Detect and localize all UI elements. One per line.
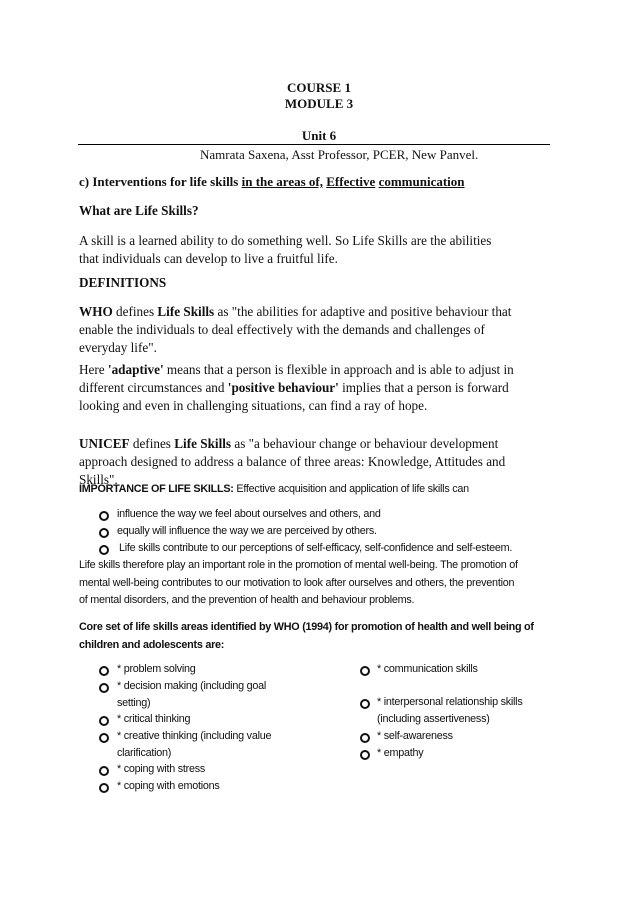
importance-bullet-1: influence the way we feel about ourselves and others, and — [117, 508, 381, 520]
core-right-item-1: * communication skills — [377, 663, 478, 675]
importance-label: IMPORTANCE OF LIFE SKILLS: — [79, 483, 234, 495]
importance-bullet-2: equally will influence the way we are perceived by others. — [117, 525, 377, 537]
what-line-1: A skill is a learned ability to do something well. So Life Skills are the abilities — [79, 233, 492, 248]
course-title: COURSE 1 — [287, 80, 351, 95]
importance-para-line-1: Life skills therefore play an important role in the promotion of mental well-being. The promotion of — [79, 559, 518, 571]
adaptive-text-2a: different circumstances and — [79, 380, 228, 395]
circle-bullet-icon — [99, 683, 109, 693]
unit-title: Unit 6 — [301, 128, 337, 143]
circle-bullet-icon — [360, 733, 370, 743]
who-life-skills: Life Skills — [157, 304, 215, 319]
circle-bullet-icon — [99, 766, 109, 776]
core-left-item-4-cont: clarification) — [117, 747, 172, 759]
core-left-item-2-cont: setting) — [117, 697, 151, 709]
core-heading-line-1: Core set of life skills areas identified by WHO (1994) for promotion of health and well being of — [79, 621, 534, 633]
what-paragraph — [79, 232, 491, 268]
module-title: MODULE 3 — [284, 96, 354, 111]
core-heading-line-2: children and adolescents are: — [79, 639, 225, 651]
topic-areas: in the areas of, — [241, 174, 323, 189]
adaptive-line-1 — [79, 361, 514, 379]
who-line-2: enable the individuals to deal effectively with the demands and challenges of — [79, 322, 485, 337]
topic-prefix: c) Interventions for life skills — [79, 174, 242, 189]
positive-behaviour-term: 'positive behaviour' — [227, 380, 339, 395]
importance-line — [79, 483, 469, 495]
what-line-2: that individuals can develop to live a fruitful life. — [79, 251, 338, 266]
circle-bullet-icon — [99, 528, 109, 538]
topic-communication: communication — [378, 174, 465, 189]
core-left-item-4: * creative thinking (including value — [117, 730, 272, 742]
who-org: WHO — [79, 304, 113, 319]
circle-bullet-icon — [99, 666, 109, 676]
topic-effective: Effective — [326, 174, 376, 189]
circle-bullet-icon — [360, 750, 370, 760]
unicef-definition — [79, 435, 505, 489]
circle-bullet-icon — [360, 666, 370, 676]
unicef-org: UNICEF — [79, 436, 130, 451]
circle-bullet-icon — [99, 783, 109, 793]
adaptive-text-a: Here — [79, 362, 108, 377]
circle-bullet-icon — [360, 699, 370, 709]
importance-para-line-2: mental well-being contributes to our motivation to look after ourselves and others, the prevention — [79, 577, 515, 589]
unicef-text-a: defines — [129, 436, 175, 451]
topic-line — [79, 174, 465, 190]
importance-bullet-3: Life skills contribute to our perceptions of self-efficacy, self-confidence and self-esteem. — [119, 542, 513, 554]
core-left-item-3: * critical thinking — [117, 713, 191, 725]
who-line-3: everyday life". — [79, 340, 157, 355]
unicef-line-3: Skills". — [79, 472, 118, 487]
definitions-heading: DEFINITIONS — [79, 275, 167, 290]
unicef-life-skills: Life Skills — [174, 436, 232, 451]
core-left-item-6: * coping with emotions — [117, 780, 220, 792]
circle-bullet-icon — [99, 716, 109, 726]
author-line: Namrata Saxena, Asst Professor, PCER, New Panvel. — [200, 147, 479, 162]
unicef-line-2: approach designed to address a balance of three areas: Knowledge, Attitudes and — [79, 454, 506, 469]
circle-bullet-icon — [99, 733, 109, 743]
unicef-text-c: as "a behaviour change or behaviour development — [231, 436, 499, 451]
adaptive-text-c: means that a person is flexible in approach and is able to adjust in — [163, 362, 514, 377]
core-right-item-4: * empathy — [377, 747, 424, 759]
adaptive-text-2c: implies that a person is forward — [338, 380, 509, 395]
core-right-item-3: * self-awareness — [377, 730, 453, 742]
header-rule — [78, 144, 550, 145]
core-left-item-5: * coping with stress — [117, 763, 206, 775]
who-line-1 — [79, 303, 511, 321]
core-left-item-2: * decision making (including goal — [117, 680, 266, 692]
who-definition — [79, 303, 511, 357]
core-left-item-1: * problem solving — [117, 663, 196, 675]
importance-text: Effective acquisition and application of life skills can — [233, 483, 469, 495]
adaptive-term: 'adaptive' — [107, 362, 164, 377]
core-right-item-2: * interpersonal relationship skills — [377, 696, 523, 708]
circle-bullet-icon — [99, 545, 109, 555]
who-text-a: defines — [112, 304, 158, 319]
adaptive-line-2 — [79, 379, 514, 397]
circle-bullet-icon — [99, 511, 109, 521]
importance-para-line-3: of mental disorders, and the prevention of health and behaviour problems. — [79, 594, 415, 606]
adaptive-line-3: looking and even in challenging situations, can find a ray of hope. — [79, 398, 428, 413]
unicef-line-1 — [79, 435, 505, 453]
what-heading: What are Life Skills? — [79, 203, 199, 218]
adaptive-explanation — [79, 361, 514, 415]
core-right-item-2-cont: (including assertiveness) — [377, 713, 490, 725]
who-text-c: as "the abilities for adaptive and positive behaviour that — [214, 304, 512, 319]
